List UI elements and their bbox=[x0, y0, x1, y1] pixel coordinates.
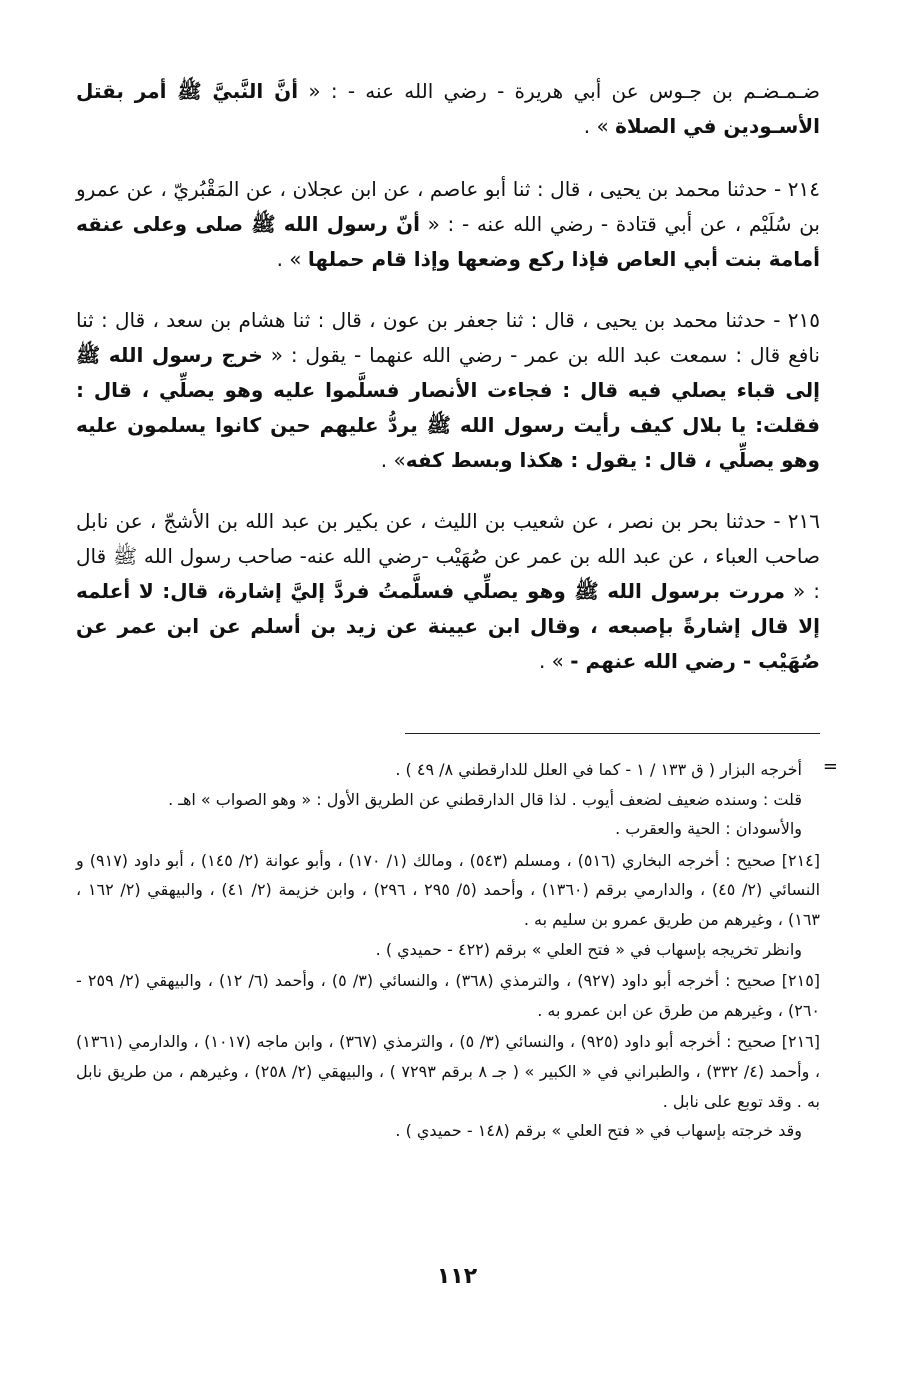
footnote-line: وقد خرجته بإسهاب في « فتح العلي » برقم (١٤٨ - حميدي ) . bbox=[395, 1121, 802, 1141]
footnote-continuation-mark: = bbox=[822, 756, 838, 777]
footnote-215: [٢١٥] صحيح : أخرجه أبو داود (٩٢٧) ، والترمذي (٣٦٨) ، والنسائي (٣/ ٥) ، وأحمد (٦/ ١٢) ، والبيهقي (٢/ ٢٥٩ - ٢٦٠) ، وغيرهم من طرق عن ابن عمرو به . bbox=[76, 971, 821, 1020]
closing-quote: » . bbox=[380, 448, 406, 472]
hadith-216 bbox=[76, 504, 820, 679]
hadith-text: خرج رسول الله ﷺ إلى قباء يصلي فيه قال : فجاءت الأنصار فسلَّموا عليه وهو يصلِّي ، قال : فقلت: يا بلال كيف رأيت رسول الله ﷺ يردُّ عليهم حين كانوا يسلمون عليه وهو يصلِّي ، قال : يقول : هكذا وبسط كفه bbox=[76, 343, 820, 472]
footnote-line: والأسودان : الحية والعقرب . bbox=[615, 819, 802, 839]
hadith-text: أنّ رسول الله ﷺ صلى وعلى عنقه أمامة بنت أبي العاص فإذا ركع وضعها وإذا قام حملها bbox=[76, 212, 820, 271]
hadith-text: أنَّ النَّبيَّ ﷺ أمر بقتل الأسـودين في الصلاة bbox=[76, 79, 820, 138]
closing-quote: » . bbox=[583, 114, 616, 138]
main-text bbox=[76, 74, 820, 705]
hadith-text: مررت برسول الله ﷺ وهو يصلِّي فسلَّمتُ فردَّ إليَّ إشارة، قال: لا أعلمه إلا قال إشارةً بإصبعه ، وقال ابن عيينة عن زيد بن أسلم عن ابن عمر عن صُهَيْب - رضي الله عنهم - bbox=[76, 579, 820, 673]
hadith-215 bbox=[76, 303, 820, 478]
footnote-216: [٢١٦] صحيح : أخرجه أبو داود (٩٢٥) ، والنسائي (٣/ ٥) ، والترمذي (٣٦٧) ، وابن ماجه (١٠١٧) ، والدارمي (١٣٦١) ، وأحمد (٤/ ٣٣٢) ، والطبراني في « الكبير » ( جـ ٨ برقم ٧٢٩٣ ) ، والبيهقي (٢/ ٢٥٨) ، وغيرهم ، من طريق نابل به . وقد توبع على نابل . bbox=[76, 1032, 821, 1111]
hadith-214 bbox=[76, 172, 820, 277]
footnote-line: قلت : وسنده ضعيف لضعف أيوب . لذا قال الدارقطني عن الطريق الأول : « وهو الصواب » اهـ . bbox=[168, 789, 802, 809]
paragraph-continuation bbox=[76, 74, 820, 144]
narration-chain: ٢١٥ - حدثنا محمد بن يحيى ، قال : ثنا جعفر بن عون ، قال : ثنا هشام بن سعد ، قال : ثنا نافع قال : سمعت عبد الله بن عمر - رضي الله عنهما - يقول : « bbox=[76, 308, 820, 367]
narration-chain: ٢١٤ - حدثنا محمد بن يحيى ، قال : ثنا أبو عاصم ، عن ابن عجلان ، عن المَقْبُريّ ، عن عمرو بن سُلَيْم ، عن أبي قتادة - رضي الله عنه - : « bbox=[76, 177, 821, 236]
narration-chain: ٢١٦ - حدثنا بحر بن نصر ، عن شعيب بن الليث ، عن بكير بن عبد الله بن الأشجّ ، عن نابل صاحب العباء ، عن عبد الله بن عمر عن صُهَيْب -رضي الله عنه- صاحب رسول الله ﷺ قال : « bbox=[76, 509, 820, 603]
narration-chain: ضـمـضـم بن جـوس عن أبي هريرة - رضي الله عنه - : « bbox=[298, 79, 821, 103]
footnote-divider bbox=[405, 733, 820, 734]
page-number: ١١٢ bbox=[436, 1264, 478, 1289]
footnote-214: [٢١٤] صحيح : أخرجه البخاري (٥١٦) ، ومسلم (٥٤٣) ، ومالك (١/ ١٧٠) ، وأبو عوانة (٢/ ١٤٥) ، أبو داود (٩١٧) و النسائي (٢/ ٤٥) ، والدارمي برقم (١٣٦٠) ، وأحمد (٥/ ٢٩٥ ، ٢٩٦) ، وابن خزيمة (٢/ ٤١) ، والبيهقي (٢/ ١٦٢ ، ١٦٣) ، وغيرهم من طريق عمرو بن سليم به . bbox=[76, 850, 821, 929]
footnote-line: وانظر تخريجه بإسهاب في « فتح العلي » برقم (٤٢٢ - حميدي ) . bbox=[375, 939, 802, 959]
closing-quote: » . bbox=[538, 649, 571, 673]
footnote-line: أخرجه البزار ( ق ١٣٣ / ١ - كما في العلل للدارقطني ٨/ ٤٩ ) . bbox=[395, 760, 802, 779]
footnotes bbox=[76, 755, 820, 1146]
closing-quote: » . bbox=[276, 247, 308, 271]
